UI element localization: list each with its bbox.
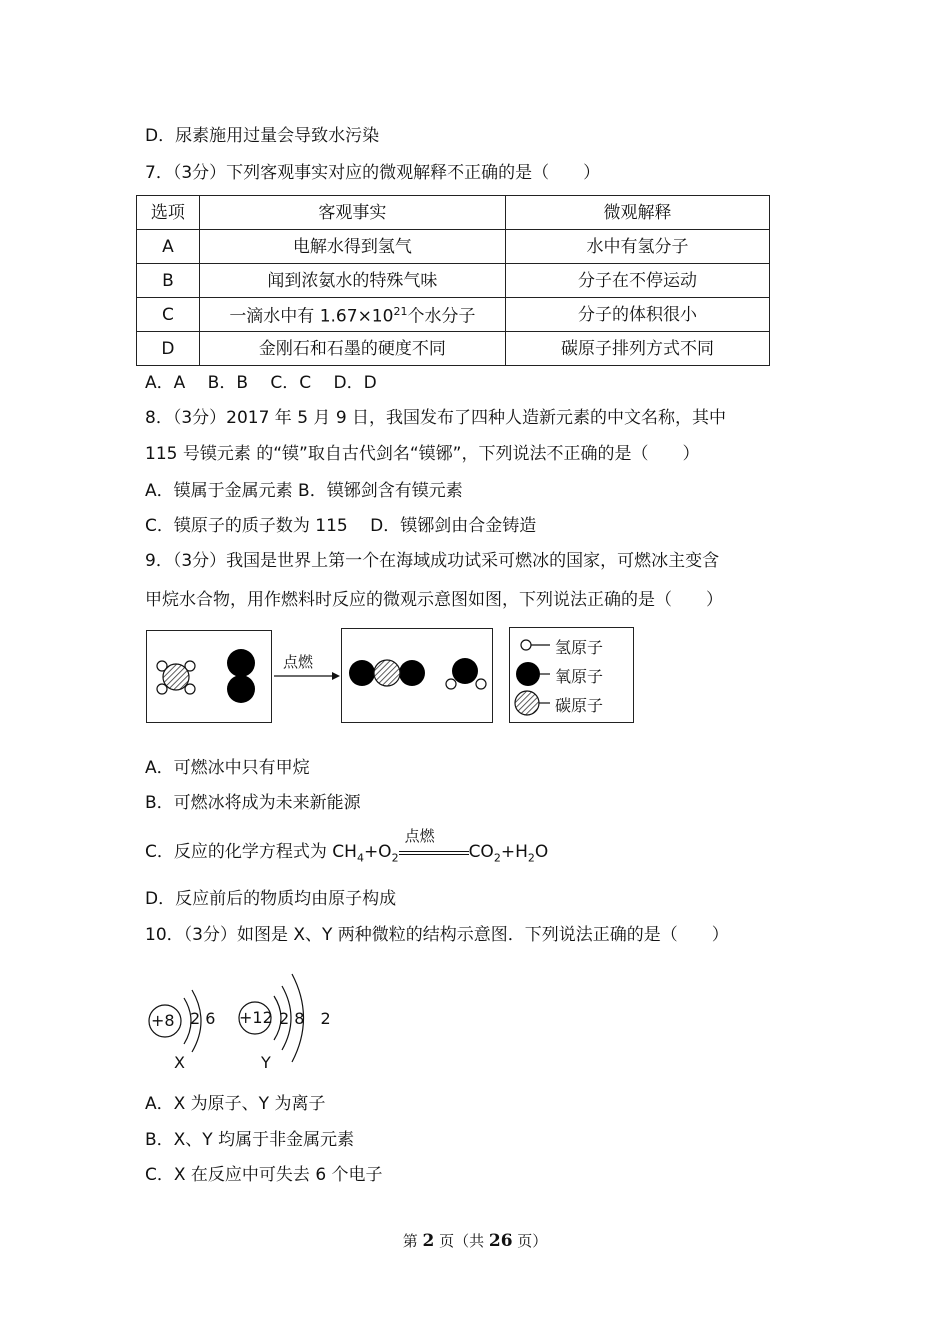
q10-option-b: B．X、Y 均属于非金属元素 xyxy=(145,1130,355,1150)
row-explain: 碳原子排列方式不同 xyxy=(505,332,769,366)
row-explain: 分子的体积很小 xyxy=(505,298,769,332)
option-c-text: C．反应的化学方程式为 CH xyxy=(145,842,357,862)
x-label: X xyxy=(174,1053,185,1072)
x-nucleus: +8 xyxy=(151,1011,175,1030)
q10-option-c: C．X 在反应中可失去 6 个电子 xyxy=(145,1165,383,1185)
header-option: 选项 xyxy=(137,196,200,230)
total-pages: 26 xyxy=(488,1231,513,1251)
products-molecules xyxy=(342,629,492,722)
row-fact: 金刚石和石墨的硬度不同 xyxy=(199,332,505,366)
fact-pre: 一滴水中有 1.67×10 xyxy=(229,306,394,327)
row-option: D xyxy=(137,332,200,366)
fact-post: 个水分子 xyxy=(407,306,476,327)
y-shells: 2 8 2 xyxy=(279,1009,331,1028)
row-option: A xyxy=(137,230,200,264)
q7-choices: A．A B．B C．C D．D xyxy=(145,373,377,393)
table-row xyxy=(137,264,770,298)
co2-molecule xyxy=(349,660,425,686)
x-shells: 2 6 xyxy=(190,1009,216,1028)
q6-option-d: D．尿素施用过量会导致水污染 xyxy=(145,126,380,146)
methane-molecule xyxy=(157,661,195,694)
q7-table xyxy=(136,195,770,366)
y-nucleus: +12 xyxy=(239,1008,273,1027)
q8-stem-line1: 8．（3分）2017 年 5 月 9 日，我国发布了四种人造新元素的中文名称，其中 xyxy=(145,408,727,428)
q9-stem-line2: 甲烷水合物，用作燃料时反应的微观示意图如图，下列说法正确的是（ ） xyxy=(145,590,723,610)
row-fact xyxy=(199,298,505,332)
y-label: Y xyxy=(261,1053,271,1072)
row-option: C xyxy=(137,298,200,332)
oxygen-molecule xyxy=(227,649,255,703)
arrow-label: 点燃 xyxy=(283,653,314,671)
q9-option-a: A．可燃冰中只有甲烷 xyxy=(145,758,310,778)
table-row xyxy=(137,332,770,366)
q9-option-c: C．反应的化学方程式为 $CH_4+O_2$ 点燃 $CO_2+H_2O$ xyxy=(145,827,549,865)
q8-options-ab: A．镆属于金属元素 B．镆铘剑含有镆元素 xyxy=(145,481,463,501)
legend-oxygen: 氧原子 xyxy=(555,667,604,686)
products-box xyxy=(341,628,493,723)
reactants-box xyxy=(146,630,272,723)
header-fact: 客观事实 xyxy=(199,196,505,230)
q8-options-cd: C．镆原子的质子数为 115 D．镆铘剑由合金铸造 xyxy=(145,516,537,536)
q9-option-d: D．反应前后的物质均由原子构成 xyxy=(145,889,397,909)
row-fact: 电解水得到氢气 xyxy=(199,230,505,264)
q10-option-a: A．X 为原子、Y 为离子 xyxy=(145,1094,326,1114)
row-explain: 分子在不停运动 xyxy=(505,264,769,298)
legend-hydrogen: 氢原子 xyxy=(555,638,604,657)
reaction-condition xyxy=(399,827,469,862)
row-explain: 水中有氢分子 xyxy=(505,230,769,264)
row-option: B xyxy=(137,264,200,298)
table-row xyxy=(137,230,770,264)
q9-stem-line1: 9．（3分）我国是世界上第一个在海域成功试采可燃冰的国家，可燃冰主变含 xyxy=(145,551,720,571)
water-molecule xyxy=(446,658,486,689)
q8-stem-line2: 115 号镆元素 的“镆”取自古代剑名“镆铘”，下列说法不正确的是（ ） xyxy=(145,444,700,464)
condition-label: 点燃 xyxy=(404,827,435,845)
legend-box xyxy=(509,627,634,723)
q7-stem: 7．（3分）下列客观事实对应的微观解释不正确的是（ ） xyxy=(145,163,601,183)
table-row xyxy=(137,298,770,332)
page-footer: 第 2 页（共 26 页） xyxy=(402,1231,548,1251)
q9-option-b: B．可燃冰将成为未来新能源 xyxy=(145,793,361,813)
fact-exponent: 21 xyxy=(393,305,408,319)
reactants-molecules xyxy=(147,631,271,722)
header-explain: 微观解释 xyxy=(505,196,769,230)
row-fact: 闻到浓氨水的特殊气味 xyxy=(199,264,505,298)
q10-stem: 10．（3分）如图是 X、Y 两种微粒的结构示意图．下列说法正确的是（ ） xyxy=(145,925,729,945)
legend-carbon: 碳原子 xyxy=(555,696,604,715)
table-header-row xyxy=(137,196,770,230)
current-page: 2 xyxy=(422,1231,435,1251)
